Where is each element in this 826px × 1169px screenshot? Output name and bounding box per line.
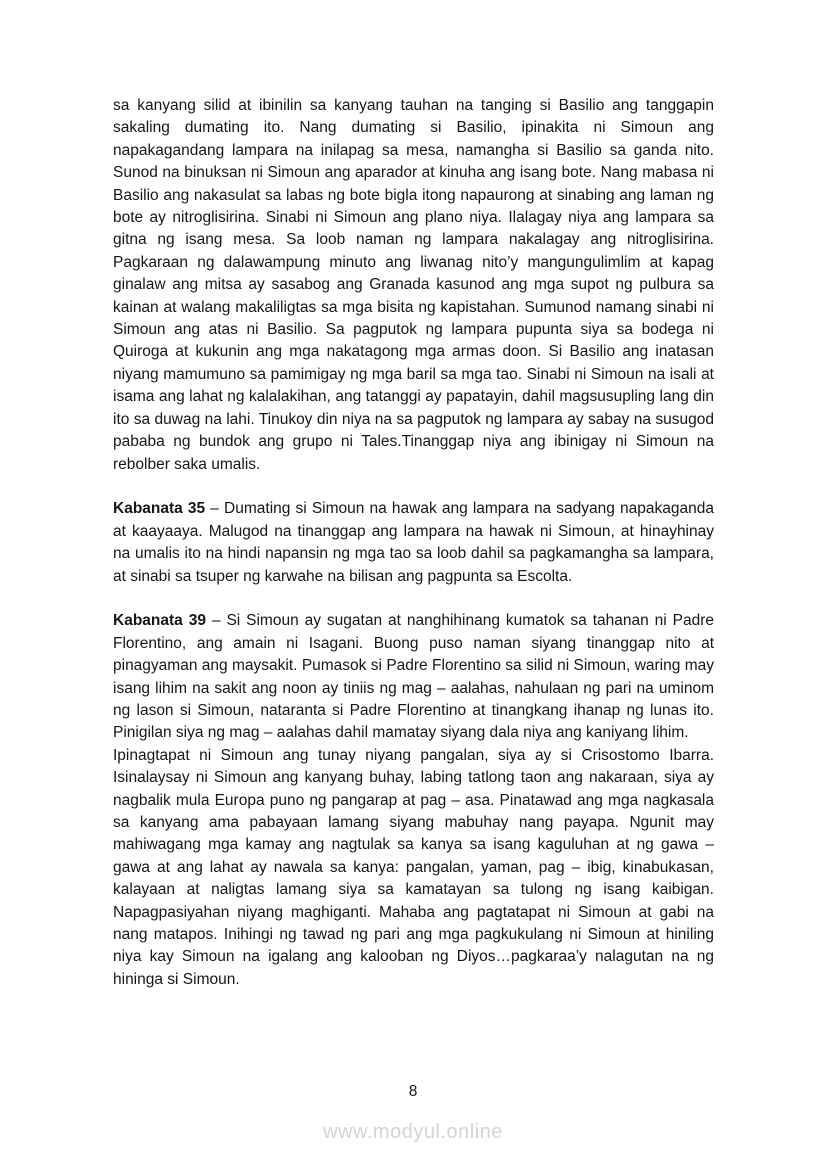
kabanata-35-paragraph [113, 498, 714, 588]
page-content [113, 95, 714, 991]
kabanata-39-heading: Kabanata 39 [113, 612, 206, 630]
watermark: www.modyul.online [323, 1121, 503, 1143]
kabanata-35-body: – Dumating si Simoun na hawak ang lampara na sadyang napakaganda at kaayaaya. Malugod na tinanggap ang lampara na hawak ni Simoun, at hinayhinay na umalis ito na hindi napansin ng mga tao sa loob dahil sa pagkamangha sa lampara, at sinabi sa tsuper ng karwahe na bilisan ang pagpunta sa Escolta. [113, 500, 714, 585]
kabanata-39-section [113, 610, 714, 991]
kabanata-39-body: – Si Simoun ay sugatan at nanghihinang kumatok sa tahanan ni Padre Florentino, ang amain ni Isagani. Buong puso naman siyang tinanggap nito at pinagyaman ang maysakit. Pumasok si Padre Florentino sa silid ni Simoun, waring may isang lihim na sakit ang noon ay tiniis ng mag – aalahas, nahulaan ng pari na uminom ng lason si Simoun, nataranta si Padre Florentino at tinangkang ihanap ng lunas ito. Pinigilan siya ng mag – aalahas dahil mamatay siyang dala niya ang kaniyang lihim. [113, 612, 715, 742]
kabanata-35-heading: Kabanata 35 [113, 500, 206, 518]
kabanata-39-paragraph [113, 610, 714, 744]
kabanata-39-confession-paragraph: Ipinagtapat ni Simoun ang tunay niyang pangalan, siya ay si Crisostomo Ibarra. Isinalaysay ni Simoun ang kanyang buhay, labing tatlong taon ang nakaraan, siya ay nagbalik mula Europa puno ng pangarap at pag – asa. Pinatawad ang mga nagkasala sa kanyang ama pabayaan lamang siyang mabuhay nang payapa. Ngunit may mahiwagang mga kamay ang nagtulak sa kanya sa isang kaguluhan at ng gawa – gawa at ang lahat ay nawala sa kanya: pangalan, yaman, pag – ibig, kinabukasan, kalayaan at naligtas lamang siya sa kamatayan sa tulong ng isang kaibigan. Napagpasiyahan niyang maghiganti. Mahaba ang pagtatapat ni Simoun at gabi na nang matapos. Inihingi ng tawad ng pari ang mga pagkukulang ni Simoun at hiniling niya kay Simoun na igalang ang kalooban ng Diyos…pagkaraa’y nalagutan na ng hininga si Simoun. [113, 746, 714, 988]
continuation-paragraph: sa kanyang silid at ibinilin sa kanyang tauhan na tanging si Basilio ang tanggapin sakaling dumating ito. Nang dumating si Basilio, ipinakita ni Simoun ang napakagandang lampara na inilapag sa mesa, namangha si Basilio sa ganda nito. Sunod na binuksan ni Simoun ang aparador at kinuha ang isang bote. Nang mabasa ni Basilio ang nakasulat sa labas ng bote bigla itong napaurong at sinabing ang laman ng bote ay nitroglisirina. Sinabi ni Simoun ang plano niya. Ilalagay niya ang lampara sa gitna ng isang mesa. Sa loob naman ng lampara nakalagay ang nitroglisirina. Pagkaraan ng dalawampung minuto ang liwanag nito’y mangungulimlim at kapag ginalaw ang mitsa ay sasabog ang Granada kasunod ang mga supot ng pulbura sa kainan at walang makaliligtas sa mga bisita ng kapistahan. Sumunod namang sinabi ni Simoun ang atas ni Basilio. Sa pagputok ng lampara pupunta siya sa bodega ni Quiroga at kukunin ang mga nakatagong mga armas doon. Si Basilio ang inatasan niyang mamumuno sa pamimigay ng mga baril sa mga tao. Sinabi ni Simoun na isali at isama ang lahat ng kalalakihan, ang tatanggi ay papatayin, dahil magsusupling lang din ito sa duwag na lahi. Tinukoy din niya na sa pagputok ng lampara ay sabay na susugod pababa ng bundok ang grupo ni Tales.Tinanggap niya ang ibinigay ni Simoun na rebolber saka umalis. [113, 97, 714, 473]
page-number: 8 [408, 1083, 418, 1100]
